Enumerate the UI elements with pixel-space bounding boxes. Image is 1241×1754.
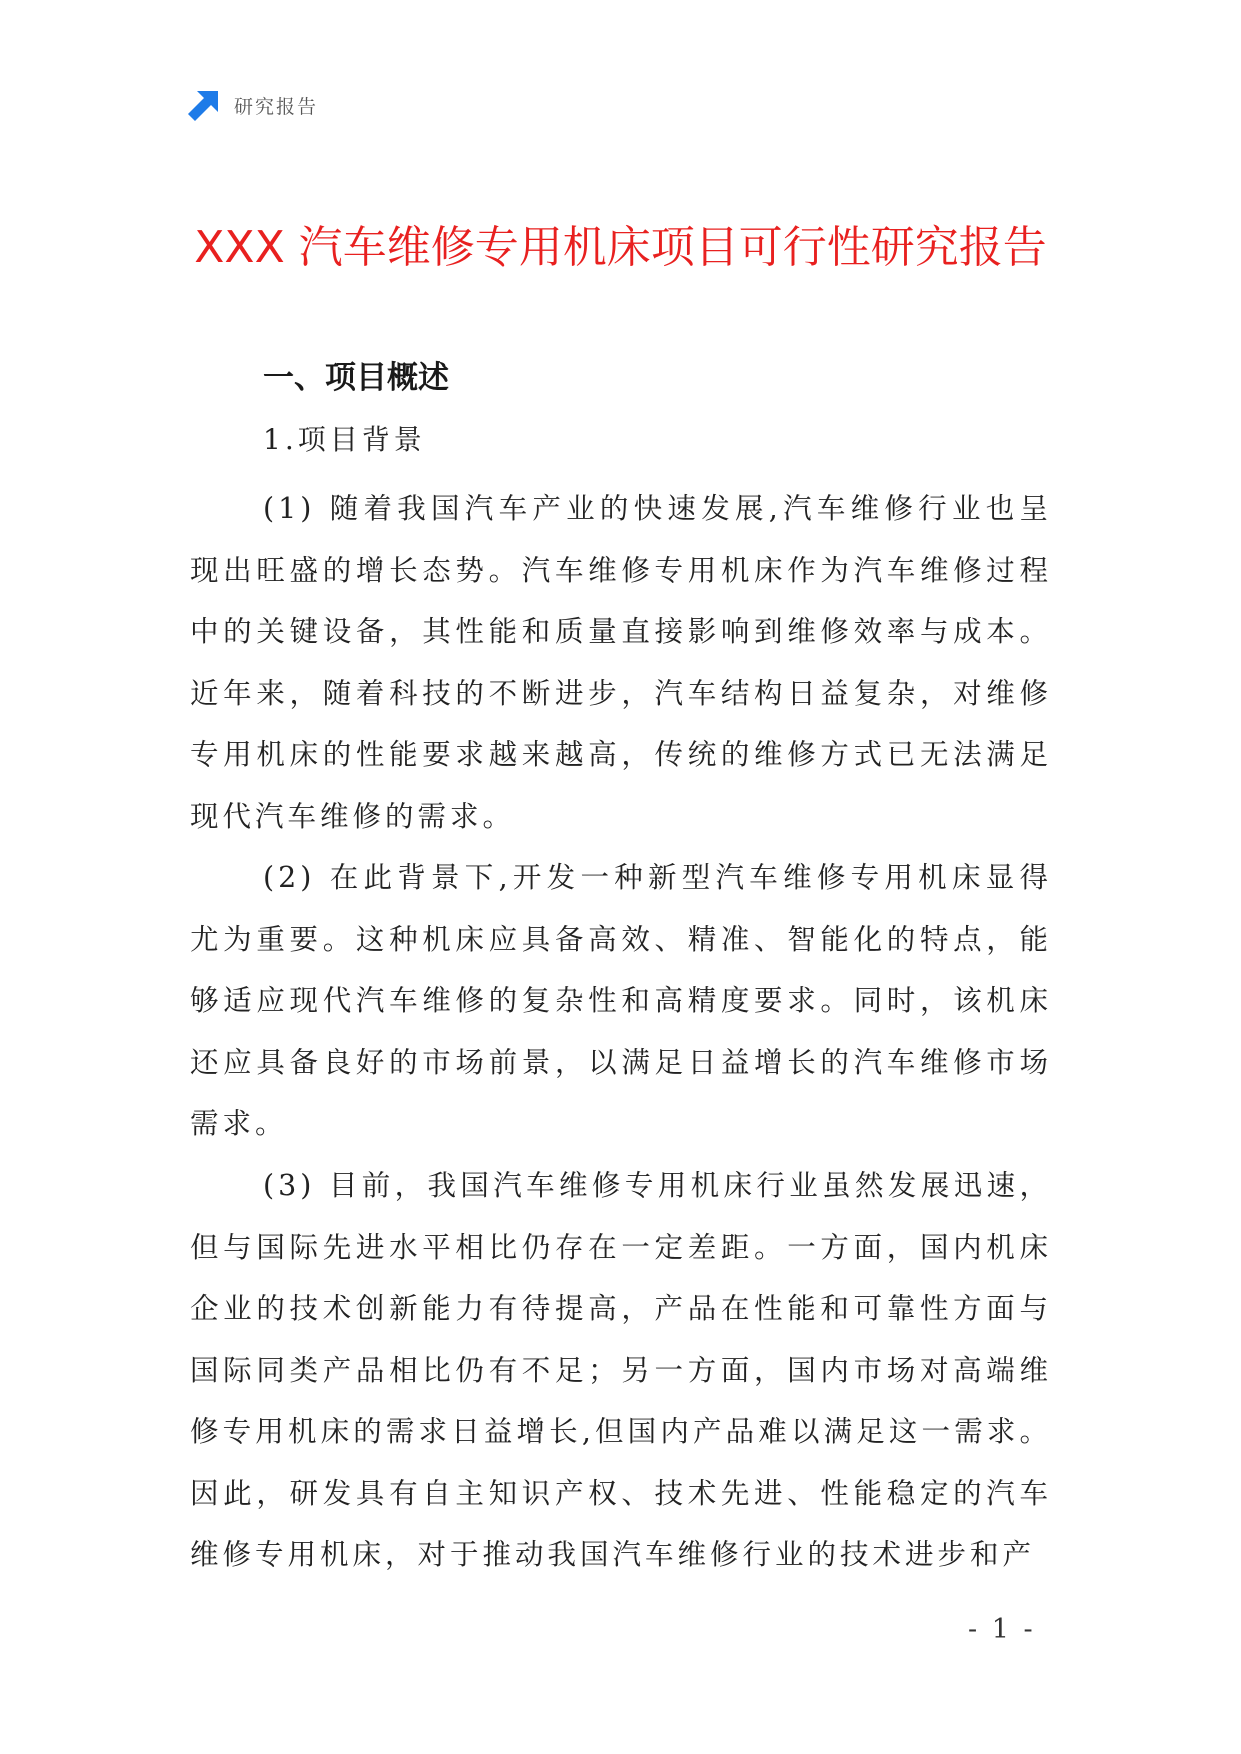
- page-header: [188, 88, 318, 122]
- header-label: 研究报告: [234, 95, 319, 118]
- paragraph-3: (3) 目前，我国汽车维修专用机床行业虽然发展迅速，但与国际先进水平相比仍存在一定差距。一方面，国内机床企业的技术创新能力有待提高，产品在性能和可靠性方面与国际同类产品相比仍有不足；另一方面，国内市场对高端维修专用机床的需求日益增长,但国内产品难以满足这一需求。因此，研发具有自主知识产权、技术先进、性能稳定的汽车维修专用机床，对于推动我国汽车维修行业的技术进步和产: [190, 1169, 1052, 1571]
- page-number: - 1 -: [968, 1614, 1036, 1645]
- arrow-up-right-icon: [188, 89, 220, 121]
- section-heading: 一、项目概述: [263, 360, 449, 396]
- paragraph-2: (2) 在此背景下,开发一种新型汽车维修专用机床显得尤为重要。这种机床应具备高效、精准、智能化的特点，能够适应现代汽车维修的复杂性和高精度要求。同时，该机床还应具备良好的市场前景，以满足日益增长的汽车维修市场需求。: [190, 861, 1052, 1140]
- subsection-heading: 1.项目背景: [263, 423, 426, 456]
- paragraph-1: (1) 随着我国汽车产业的快速发展,汽车维修行业也呈现出旺盛的增长态势。汽车维修专用机床作为汽车维修过程中的关键设备，其性能和质量直接影响到维修效率与成本。近年来，随着科技的不断进步，汽车结构日益复杂，对维修专用机床的性能要求越来越高，传统的维修方式已无法满足现代汽车维修的需求。: [190, 492, 1052, 833]
- document-title: XXX 汽车维修专用机床项目可行性研究报告: [194, 222, 1047, 273]
